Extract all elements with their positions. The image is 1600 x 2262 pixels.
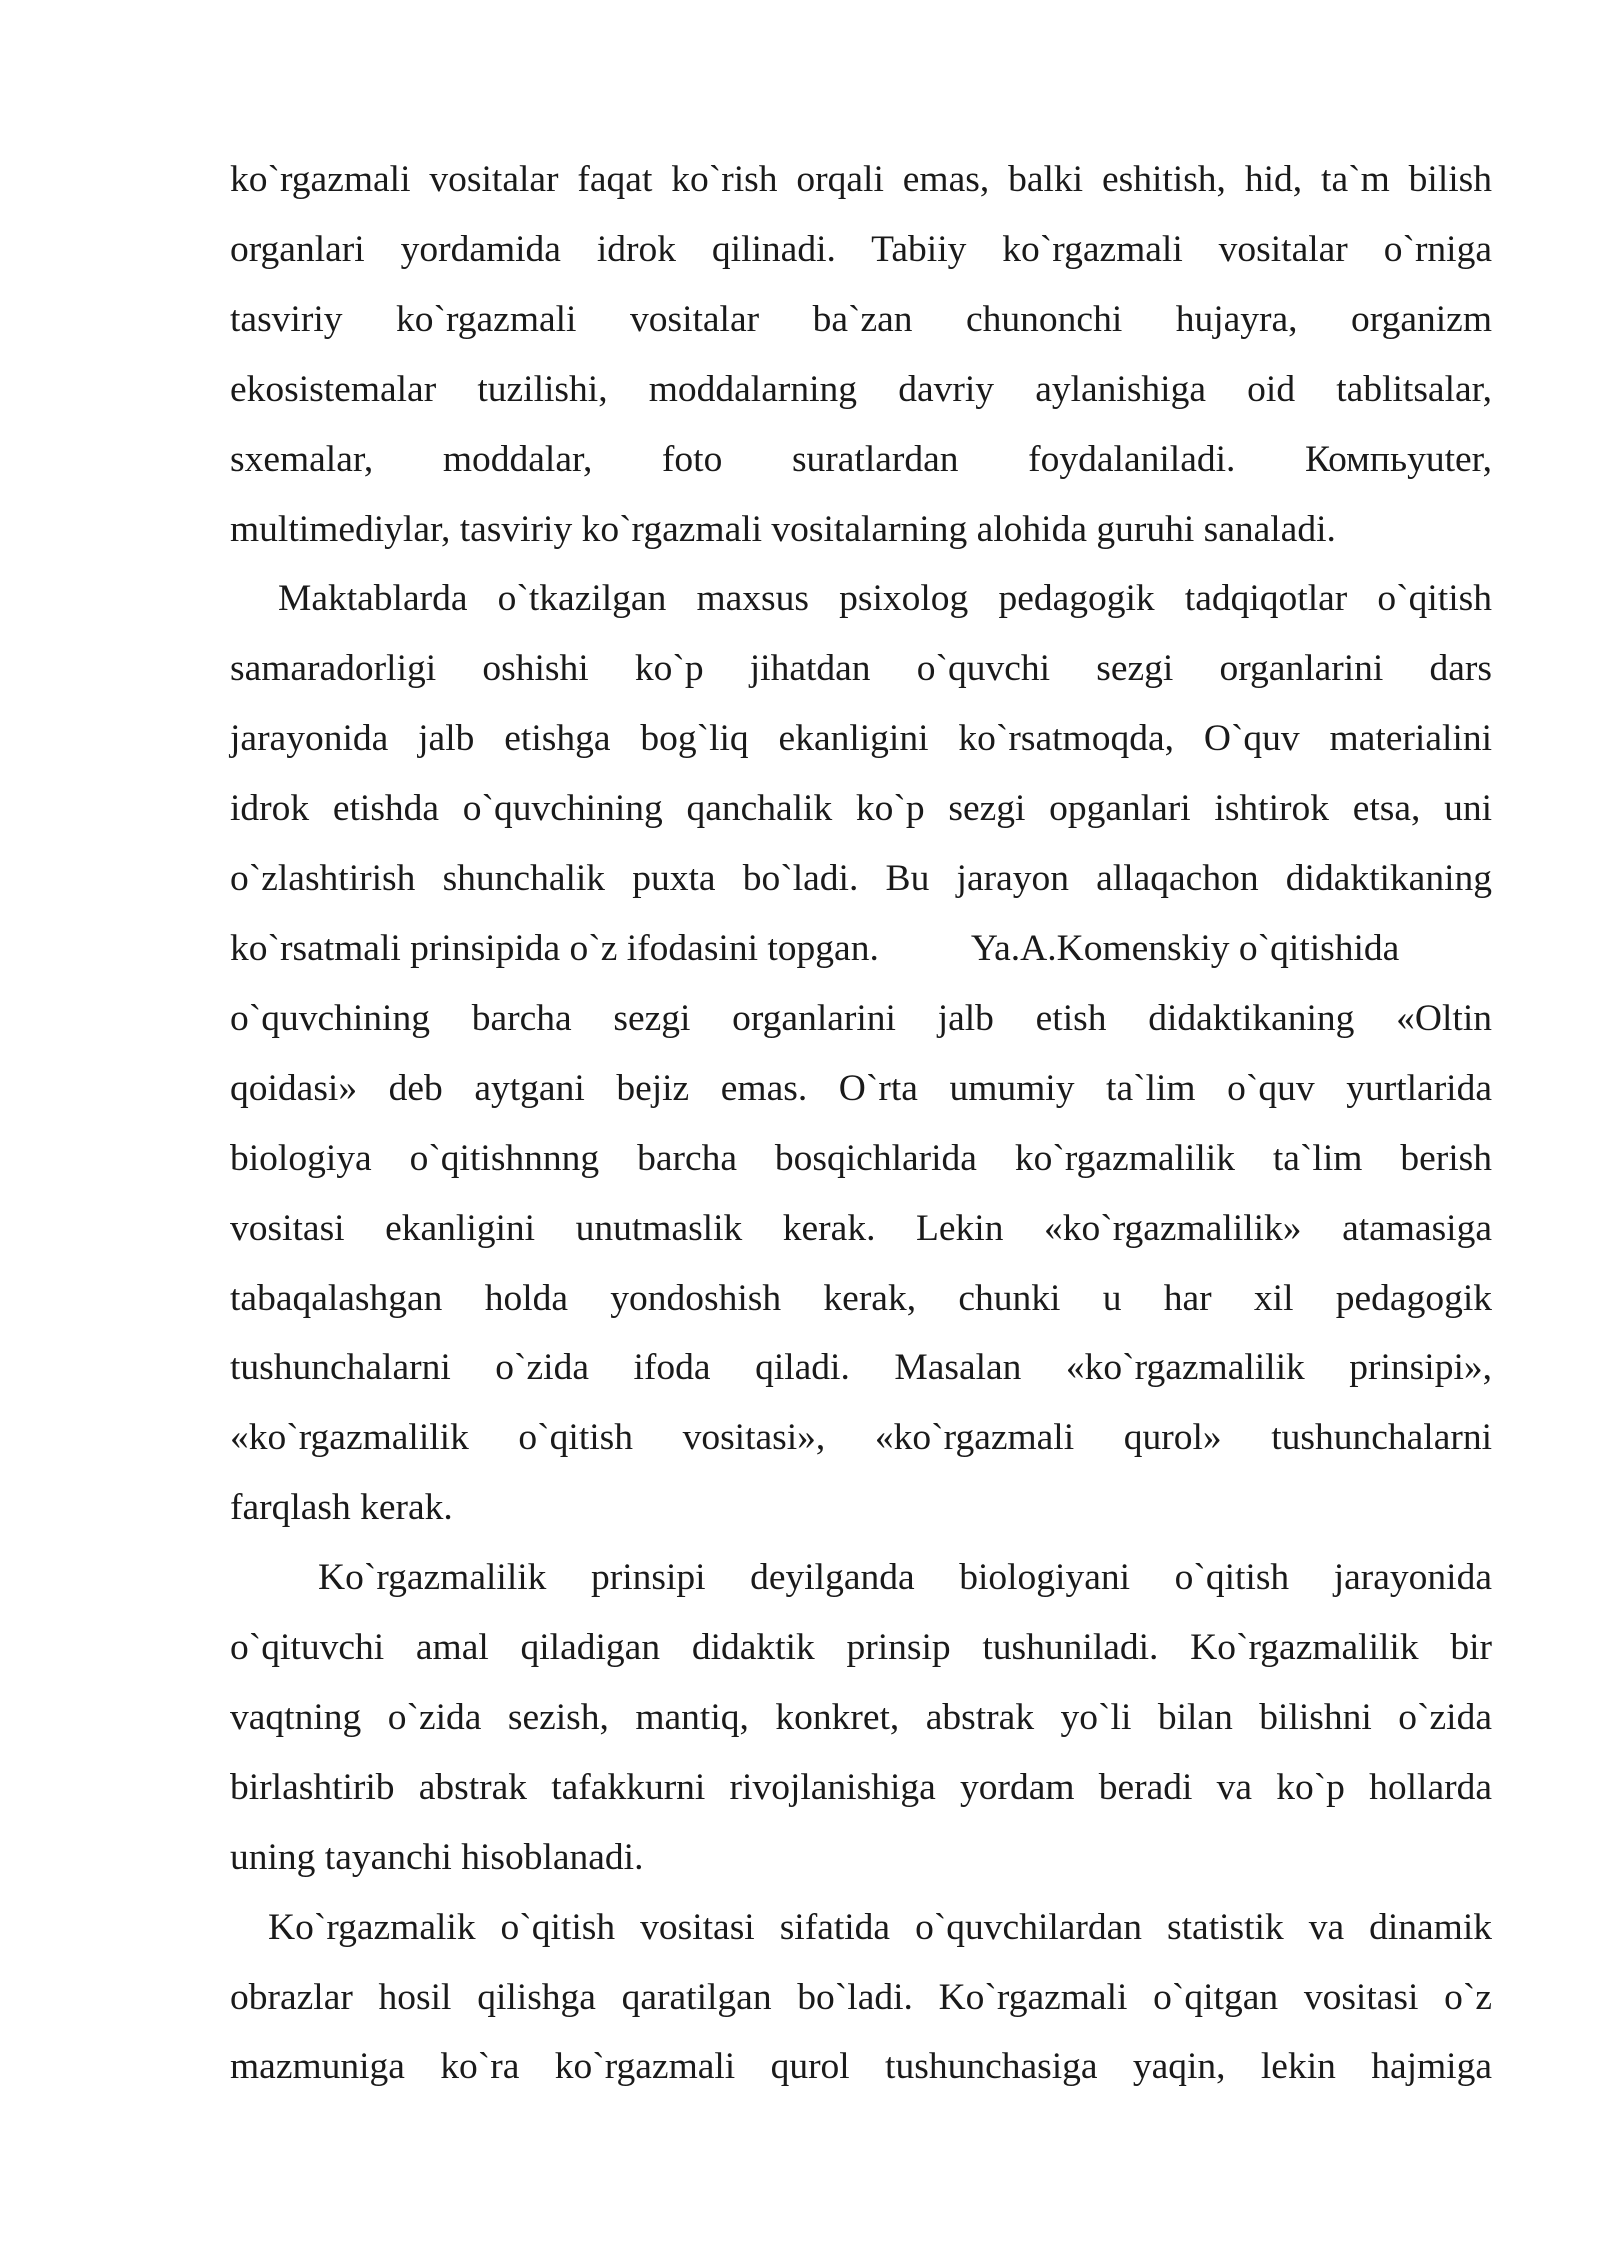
paragraph-1	[230, 145, 1492, 564]
text-line: tabaqalashgan holda yondoshish kerak, chunki u har xil pedagogik	[230, 1277, 1492, 1319]
text-line	[230, 914, 1492, 984]
text-segment: ko`rsatmali prinsipida o`z ifodasini topgan.	[230, 927, 879, 969]
paragraph-3	[230, 1543, 1492, 1893]
text-line: tasviriy ko`rgazmali vositalar ba`zan chunonchi hujayra, organizm	[230, 298, 1492, 340]
text-line: obrazlar hosil qilishga qaratilgan bo`ladi. Ko`rgazmali o`qitgan vositasi o`z	[230, 1976, 1492, 2018]
text-line: Ko`rgazmalilik prinsipi deyilganda biologiyani o`qitish jarayonida	[318, 1557, 1492, 1599]
paragraph-4	[230, 1893, 1492, 2103]
paragraph-2	[230, 564, 1492, 1543]
text-line: mazmuniga ko`ra ko`rgazmali qurol tushunchasiga yaqin, lekin hajmiga	[230, 2046, 1492, 2088]
text-line: tushunchalarni o`zida ifoda qiladi. Masalan «ko`rgazmalilik prinsipi»,	[230, 1347, 1492, 1389]
body-text	[230, 145, 1492, 2102]
text-line: farqlash kerak.	[230, 1487, 453, 1529]
text-line: o`quvchining barcha sezgi organlarini jalb etish didaktikaning «Oltin	[230, 997, 1492, 1039]
text-line: idrok etishda o`quvchining qanchalik ko`p sezgi opganlari ishtirok etsa, uni	[230, 788, 1492, 830]
text-line: organlari yordamida idrok qilinadi. Tabiiy ko`rgazmali vositalar o`rniga	[230, 228, 1492, 270]
text-line: «ko`rgazmalilik o`qitish vositasi», «ko`rgazmali qurol» tushunchalarni	[230, 1417, 1492, 1459]
text-line: biologiya o`qitishnnng barcha bosqichlarida ko`rgazmalilik ta`lim berish	[230, 1137, 1492, 1179]
text-line: birlashtirib abstrak tafakkurni rivojlanishiga yordam beradi va ko`p hollarda	[230, 1766, 1492, 1808]
text-line: ekosistemalar tuzilishi, moddalarning davriy aylanishiga oid tablitsalar,	[230, 368, 1492, 410]
text-line: Maktablarda o`tkazilgan maxsus psixolog pedagogik tadqiqotlar o`qitish	[278, 578, 1492, 620]
text-line: multimediylar, tasviriy ko`rgazmali vositalarning alohida guruhi sanaladi.	[230, 508, 1336, 550]
text-line: vaqtning o`zida sezish, mantiq, konkret, abstrak yo`li bilan bilishni o`zida	[230, 1696, 1492, 1738]
text-line: Ko`rgazmalik o`qitish vositasi sifatida o`quvchilardan statistik va dinamik	[268, 1906, 1492, 1948]
text-line: vositasi ekanligini unutmaslik kerak. Lekin «ko`rgazmalilik» atamasiga	[230, 1207, 1492, 1249]
text-line: qoidasi» deb aytgani bejiz emas. O`rta umumiy ta`lim o`quv yurtlarida	[230, 1067, 1492, 1109]
text-line: uning tayanchi hisoblanadi.	[230, 1836, 644, 1878]
text-line: o`qituvchi amal qiladigan didaktik prinsip tushuniladi. Ko`rgazmalilik bir	[230, 1627, 1492, 1669]
text-line: ko`rgazmali vositalar faqat ko`rish orqali emas, balki eshitish, hid, ta`m bilish	[230, 159, 1492, 200]
text-segment: Ya.A.Komenskiy o`qitishida	[970, 927, 1400, 969]
text-line: o`zlashtirish shunchalik puxta bo`ladi. Bu jarayon allaqachon didaktikaning	[230, 858, 1492, 900]
text-line: jarayonida jalb etishga bog`liq ekanligini ko`rsatmoqda, O`quv materialini	[230, 718, 1492, 760]
text-line: samaradorligi oshishi ko`p jihatdan o`quvchi sezgi organlarini dars	[230, 648, 1492, 690]
text-line: sxemalar, moddalar, foto suratlardan foydalaniladi. Компьyuter,	[230, 438, 1492, 480]
